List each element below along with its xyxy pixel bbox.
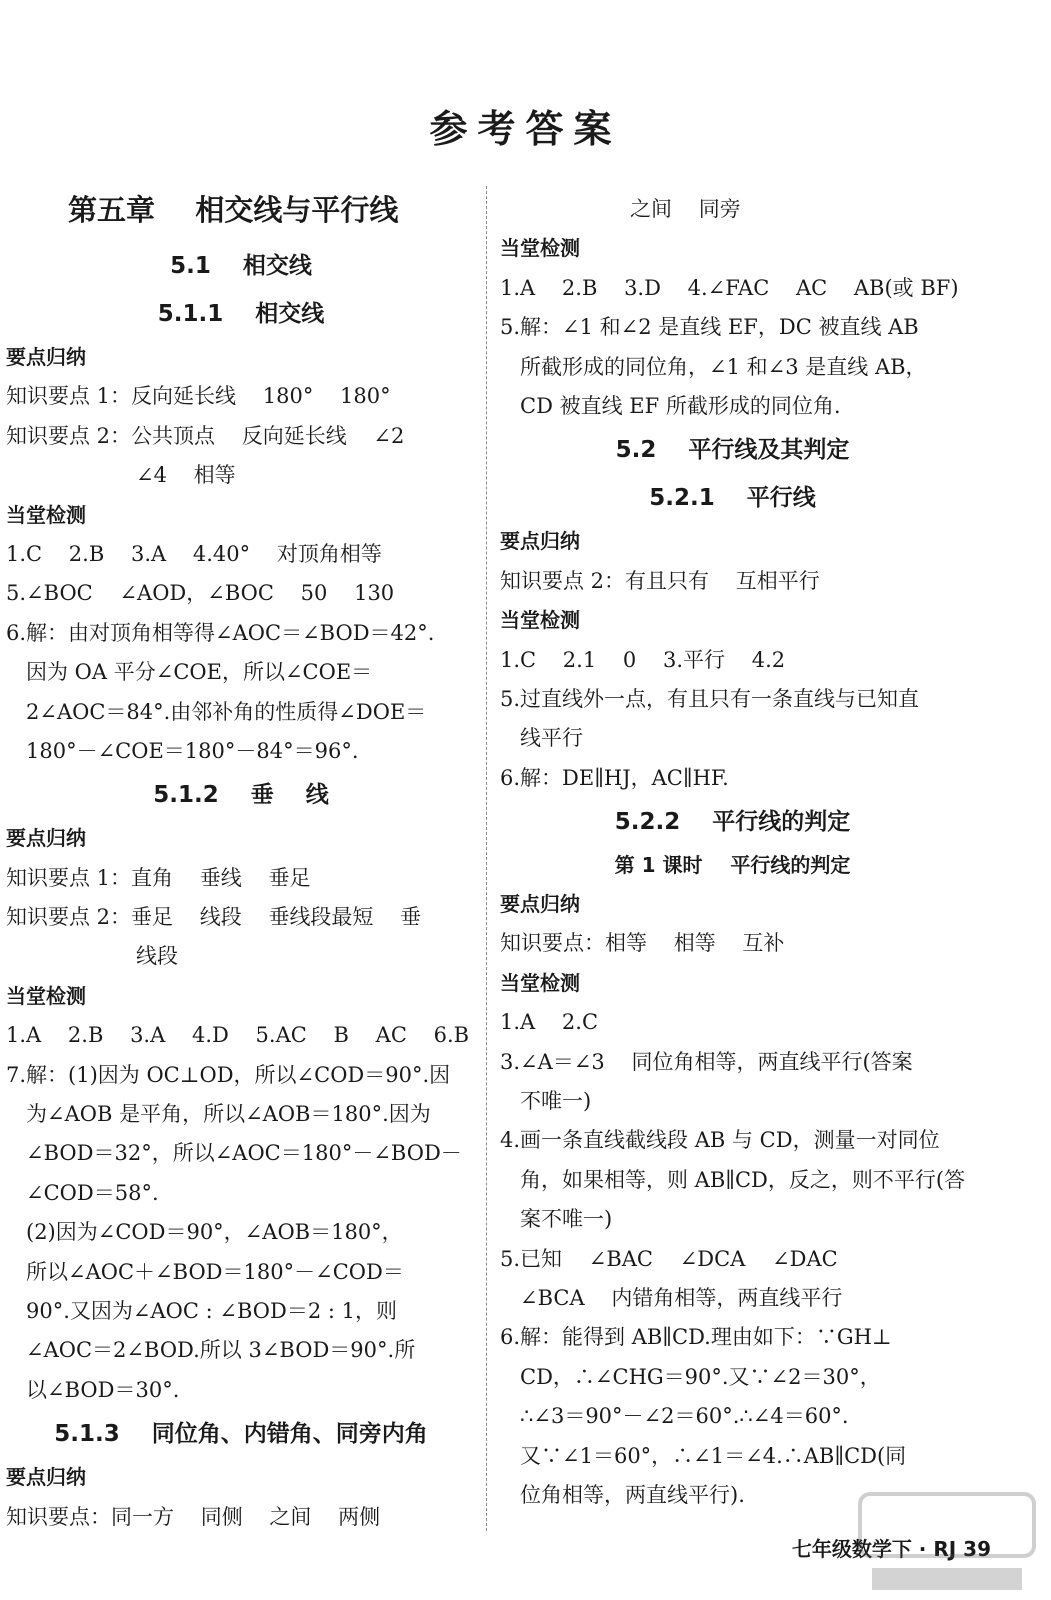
answer-line: 5.∠BOC ∠AOD，∠BOC 50 130: [6, 581, 395, 606]
answer-line: 知识要点 2：有且只有 互相平行: [500, 568, 820, 593]
answer-line: 知识要点 2：垂足 线段 垂线段最短 垂: [6, 905, 422, 930]
section-label: 当堂检测: [6, 502, 86, 527]
section-heading: 5.1 相交线: [170, 253, 312, 279]
section-label: 要点归纳: [6, 1465, 86, 1490]
answer-line: 1.A 2.C: [500, 1010, 599, 1035]
section-heading: 5.2.2 平行线的判定: [614, 809, 851, 836]
right-column: [500, 190, 965, 1515]
answer-line: 1.A 2.B 3.A 4.D 5.AC B AC 6.B: [6, 1023, 470, 1048]
answer-line-continued: 位角相等，两直线平行).: [520, 1482, 745, 1507]
answer-line: 知识要点 1：直角 垂线 垂足: [6, 865, 311, 890]
section-label: 当堂检测: [500, 608, 580, 633]
section-heading: 5.1.3 同位角、内错角、同旁内角: [54, 1421, 428, 1448]
section-label: 要点归纳: [500, 529, 580, 554]
answer-line-continued: ∠AOC＝2∠BOD.所以 3∠BOD＝90°.所: [26, 1338, 416, 1363]
answer-line-continued: CD，∴∠CHG＝90°.又∵∠2＝30°，: [520, 1364, 881, 1389]
answer-line-continued: (2)因为∠COD＝90°，∠AOB＝180°，: [26, 1220, 403, 1245]
answer-line-continued: CD 被直线 EF 所截形成的同位角.: [520, 393, 841, 418]
lesson-subheading: 第 1 课时 平行线的判定: [614, 853, 851, 878]
answer-line-continued: 案不唯一): [520, 1207, 613, 1232]
answer-line-continued: 所以∠AOC＋∠BOD＝180°－∠COD＝: [26, 1259, 404, 1284]
section-heading: 5.2 平行线及其判定: [615, 437, 850, 464]
answer-line: 知识要点：相等 相等 互补: [500, 931, 785, 956]
answer-line-continued: ∠BCA 内错角相等，两直线平行: [520, 1285, 843, 1310]
answer-line-continued: 因为 OA 平分∠COE，所以∠COE＝: [26, 660, 373, 685]
answer-line-continued: ∠BOD＝32°，所以∠AOC＝180°－∠BOD－: [26, 1141, 462, 1166]
section-heading: 5.1.1 相交线: [157, 301, 325, 327]
answer-line-continued: ∠COD＝58°.: [26, 1180, 159, 1205]
section-label: 要点归纳: [6, 345, 86, 369]
watermark-logo: [852, 1488, 1042, 1598]
column-divider: [486, 186, 487, 1531]
answer-line: 知识要点 1：反向延长线 180° 180°: [6, 384, 391, 409]
answer-line: 知识要点：同一方 同侧 之间 两侧: [6, 1504, 381, 1529]
answer-line: 6.解：由对顶角相等得∠AOC＝∠BOD＝42°.: [6, 620, 435, 645]
answer-line: 5.已知 ∠BAC ∠DCA ∠DAC: [500, 1246, 838, 1271]
answer-line-continued: 所截形成的同位角，∠1 和∠3 是直线 AB，: [520, 354, 927, 379]
answer-line-continued: ∠4 相等: [136, 463, 236, 488]
answer-line-continued: 线平行: [520, 726, 583, 751]
answer-line-continued: 角，如果相等，则 AB∥CD，反之，则不平行(答: [520, 1167, 965, 1192]
answer-line-continued: 2∠AOC＝84°.由邻补角的性质得∠DOE＝: [26, 699, 427, 724]
answer-line-continued: 为∠AOB 是平角，所以∠AOB＝180°.因为: [26, 1102, 431, 1127]
left-column: [6, 190, 476, 1537]
page-title: 参考答案: [429, 107, 622, 151]
section-label: 当堂检测: [500, 970, 580, 995]
answer-line: 7.解：(1)因为 OC⊥OD，所以∠COD＝90°.因: [6, 1062, 451, 1087]
answer-line: 6.解：DE∥HJ，AC∥HF.: [500, 765, 729, 790]
chapter-title: 第五章 相交线与平行线: [68, 193, 399, 227]
answer-line: 1.C 2.B 3.A 4.40° 对顶角相等: [6, 541, 382, 566]
page-footer: 七年级数学下 · RJ 39: [791, 1537, 991, 1561]
section-label: 当堂检测: [6, 983, 86, 1008]
answer-line-continued: 不唯一): [520, 1089, 592, 1114]
section-heading: 5.1.2 垂 线: [153, 782, 329, 809]
answer-line-continued: 以∠BOD＝30°.: [26, 1377, 180, 1402]
answer-line: 4.画一条直线截线段 AB 与 CD，测量一对同位: [500, 1128, 940, 1153]
section-heading: 5.2.1 平行线: [649, 485, 816, 512]
answer-line-continued: 线段: [136, 944, 178, 969]
answer-line-continued: 90°.又因为∠AOC : ∠BOD＝2 : 1，则: [26, 1298, 397, 1323]
answer-line-continued: 之间 同旁: [630, 197, 741, 221]
answer-line: 知识要点 2：公共顶点 反向延长线 ∠2: [6, 423, 405, 448]
answer-line-continued: 180°－∠COE＝180°－84°＝96°.: [26, 738, 359, 763]
section-label: 当堂检测: [500, 236, 580, 261]
answer-line-continued: 又∵∠1＝60°，∴∠1＝∠4.∴AB∥CD(同: [520, 1443, 907, 1468]
section-label: 要点归纳: [500, 892, 580, 917]
answer-line: 6.解：能得到 AB∥CD.理由如下：∵GH⊥: [500, 1325, 892, 1350]
answer-line: 1.A 2.B 3.D 4.∠FAC AC AB(或 BF): [500, 275, 959, 300]
answer-line: 1.C 2.1 0 3.平行 4.2: [500, 647, 786, 672]
answer-line: 3.∠A＝∠3 同位角相等，两直线平行(答案: [500, 1049, 913, 1074]
section-label: 要点归纳: [6, 826, 86, 851]
answer-line-continued: ∴∠3＝90°－∠2＝60°.∴∠4＝60°.: [520, 1404, 849, 1429]
answer-line: 5.过直线外一点，有且只有一条直线与已知直: [500, 686, 920, 711]
answer-line: 5.解：∠1 和∠2 是直线 EF，DC 被直线 AB: [500, 315, 919, 340]
